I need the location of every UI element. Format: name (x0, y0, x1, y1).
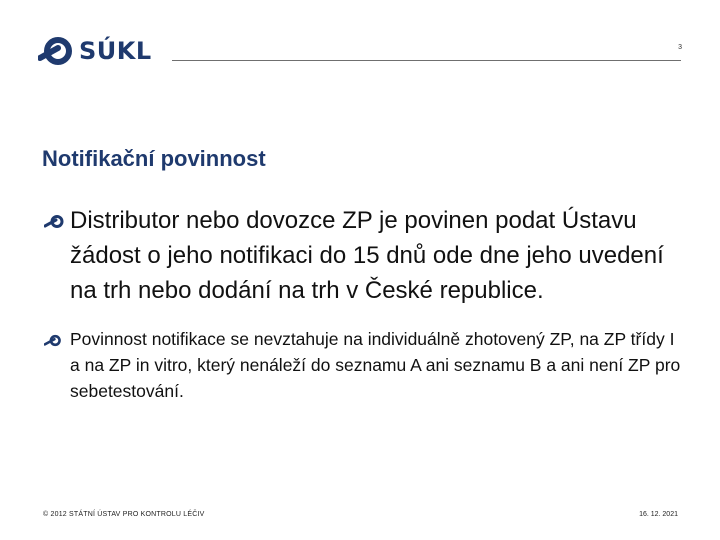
bullet-item (44, 326, 684, 404)
footer-copyright: © 2012 STÁTNÍ ÚSTAV PRO KONTROLU LÉČIV (43, 511, 205, 518)
logo-text: SÚKL (79, 37, 152, 65)
sukl-logo (38, 34, 152, 68)
page-number: 3 (678, 44, 682, 51)
slide-content (44, 203, 684, 404)
bullet-text: Povinnost notifikace se nevztahuje na individuálně zhotovený ZP, na ZP třídy I a na ZP in vitro, který nenáleží do seznamu A ani seznamu B a ani není ZP pro sebetestování. (70, 329, 681, 401)
bullet-text: Distributor nebo dovozce ZP je povinen podat Ústavu žádost o jeho notifikaci do 15 dnů ode dne jeho uvedení na trh nebo dodání na trh v České republice. (70, 207, 664, 304)
sukl-bullet-icon (44, 334, 63, 347)
sukl-logo-icon (38, 36, 72, 66)
footer-date: 16. 12. 2021 (639, 511, 678, 518)
sukl-bullet-icon (44, 214, 66, 229)
header-divider (172, 60, 681, 61)
slide-title: Notifikační povinnost (42, 146, 266, 171)
bullet-item (44, 203, 684, 308)
